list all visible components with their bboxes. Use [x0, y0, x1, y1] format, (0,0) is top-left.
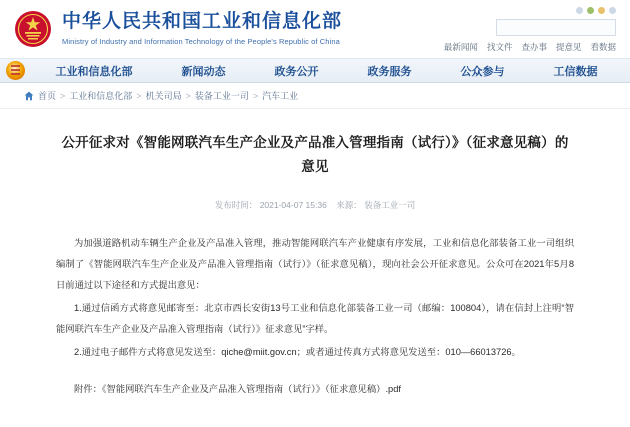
topbar-indicators: [576, 7, 616, 14]
article-paragraph-0: 为加强道路机动车辆生产企业及产品准入管理，推动智能网联汽车产业健康有序发展，工业和信息化部装备工业一司组织编制了《智能网联汽车生产企业及产品准入管理指南（试行）》（征求意见稿），现向社会公开征求意见。公众可在2021年5月8日前通过以下途径和方式提出意见：: [56, 238, 574, 290]
search-input[interactable]: [501, 20, 611, 35]
indicator-dot-1: [576, 7, 583, 14]
breadcrumb-item-4: 汽车工业: [262, 91, 299, 101]
nav-item-disclosure[interactable]: 政务公开: [274, 65, 319, 78]
national-emblem-icon: [14, 10, 52, 48]
breadcrumb-separator-1: >: [136, 90, 142, 101]
home-icon: [24, 91, 34, 101]
indicator-dot-4: [609, 7, 616, 14]
indicator-dot-3: [598, 7, 605, 14]
breadcrumb-separator-3: >: [252, 90, 259, 101]
breadcrumb-separator-2: >: [185, 90, 191, 101]
quick-links: [444, 41, 616, 53]
breadcrumb: [0, 83, 630, 109]
nav-item-services[interactable]: 政务服务: [367, 65, 412, 78]
site-title-cn: 中华人民共和国工业和信息化部: [62, 11, 343, 32]
breadcrumb-item-2[interactable]: 机关司局: [145, 91, 182, 101]
breadcrumb-item-1[interactable]: 工业和信息化部: [69, 91, 133, 101]
publish-time: 2021-04-07 15:36: [259, 200, 327, 210]
quick-link-0[interactable]: 最新闻闻: [443, 42, 478, 52]
nav-item-news[interactable]: 新闻动态: [181, 65, 226, 78]
site-title-block: [62, 10, 342, 48]
site-header: [0, 0, 630, 58]
nav-item-data[interactable]: 工信数据: [553, 65, 598, 78]
article-body: [56, 233, 574, 363]
nav-item-ministry[interactable]: 工业和信息化部: [55, 65, 133, 78]
indicator-dot-2: [587, 7, 594, 14]
breadcrumb-item-0[interactable]: 首页: [38, 91, 57, 101]
source-label: 来源：: [336, 200, 362, 210]
miit-logo-icon: [6, 61, 25, 80]
article-attachment[interactable]: 附件：《智能网联汽车生产企业及产品准入管理指南（试行）》（征求意见稿）.pdf: [74, 384, 401, 394]
search-box[interactable]: [496, 19, 616, 36]
site-title-en: Ministry of Industry and Information Technology of the People's Republic of China: [62, 37, 340, 46]
header-right: [444, 5, 616, 53]
nav-item-participation[interactable]: 公众参与: [460, 65, 505, 78]
article-paragraph-2: 2.通过电子邮件方式将意见发送至：qiche@miit.gov.cn；或者通过传真方式将意见发送至：010—66013726。: [74, 347, 521, 357]
article-meta: [56, 199, 574, 211]
quick-link-2[interactable]: 查办事: [521, 42, 547, 52]
quick-link-3[interactable]: 提意见: [555, 42, 582, 52]
main-nav: [0, 58, 630, 83]
nav-items: [31, 63, 630, 79]
article: [0, 109, 630, 400]
quick-link-1[interactable]: 找文件: [486, 42, 513, 52]
source-value: 装备工业一司: [364, 200, 416, 210]
publish-label: 发布时间：: [214, 200, 258, 210]
breadcrumb-item-3[interactable]: 装备工业一司: [194, 91, 249, 101]
quick-link-4[interactable]: 看数据: [590, 42, 616, 52]
breadcrumb-separator-0: >: [60, 90, 66, 101]
page-title: 公开征求对《智能网联汽车生产企业及产品准入管理指南（试行）》（征求意见稿）的意见: [61, 135, 569, 174]
article-paragraph-1: 1.通过信函方式将意见邮寄至：北京市西长安街13号工业和信息化部装备工业一司（邮编：100804），请在信封上注明“智能网联汽车生产企业及产品准入管理指南（试行）》征求意见”字样。: [56, 303, 574, 334]
